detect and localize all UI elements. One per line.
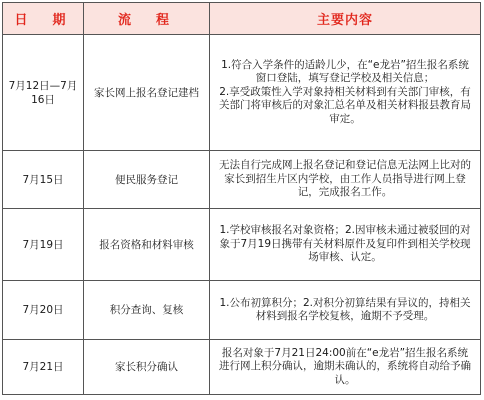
process-cell: 家长积分确认 bbox=[84, 340, 210, 395]
date-cell: 7月20日 bbox=[3, 281, 84, 340]
date-cell: 7月12日—7月16日 bbox=[3, 35, 84, 151]
content-cell bbox=[210, 209, 481, 281]
enrollment-schedule-table bbox=[2, 2, 481, 395]
content-paragraph: 1.学校审核报名对象资格；2.因审核未通过被驳回的对象于7月19日携带有关材料原件及复印件到相关学校现场审核、认定。 bbox=[219, 224, 471, 264]
content-paragraph: 无法自行完成网上报名登记和登记信息无法网上比对的家长到招生片区内学校，由工作人员指导进行网上登记，完成报名工作。 bbox=[219, 159, 471, 199]
header-date: 日 期 bbox=[3, 3, 84, 35]
content-cell bbox=[210, 340, 481, 395]
content-cell bbox=[210, 35, 481, 151]
date-cell: 7月15日 bbox=[3, 151, 84, 209]
schedule-table-container bbox=[2, 2, 480, 394]
table-row bbox=[3, 281, 481, 340]
header-content: 主要内容 bbox=[210, 3, 481, 35]
content-paragraph: 2.享受政策性入学对象持相关材料到有关部门审核，有关部门将审核后的对象汇总名单及相关材料报县教育局审定。 bbox=[219, 85, 471, 125]
date-cell: 7月21日 bbox=[3, 340, 84, 395]
process-cell: 便民服务登记 bbox=[84, 151, 210, 209]
process-cell: 报名资格和材料审核 bbox=[84, 209, 210, 281]
process-cell: 家长网上报名登记建档 bbox=[84, 35, 210, 151]
content-cell bbox=[210, 151, 481, 209]
content-paragraph: 1.公布初算积分；2.对积分初算结果有异议的，持相关材料到报名学校复核，逾期不予受理。 bbox=[219, 296, 471, 322]
header-process: 流 程 bbox=[84, 3, 210, 35]
content-paragraph: 报名对象于7月21日24:00前在“e龙岩”招生报名系统进行网上积分确认，逾期未确认的，系统将自动给予确认。 bbox=[219, 346, 471, 386]
table-row bbox=[3, 151, 481, 209]
date-cell: 7月19日 bbox=[3, 209, 84, 281]
content-paragraph: 1.符合入学条件的适龄儿少，在“e龙岩”招生报名系统窗口登陆，填写登记学校及相关信息； bbox=[221, 58, 469, 85]
table-row bbox=[3, 209, 481, 281]
process-cell: 积分查询、复核 bbox=[84, 281, 210, 340]
table-row bbox=[3, 340, 481, 395]
content-cell bbox=[210, 281, 481, 340]
table-header-row bbox=[3, 3, 481, 35]
table-row bbox=[3, 35, 481, 151]
